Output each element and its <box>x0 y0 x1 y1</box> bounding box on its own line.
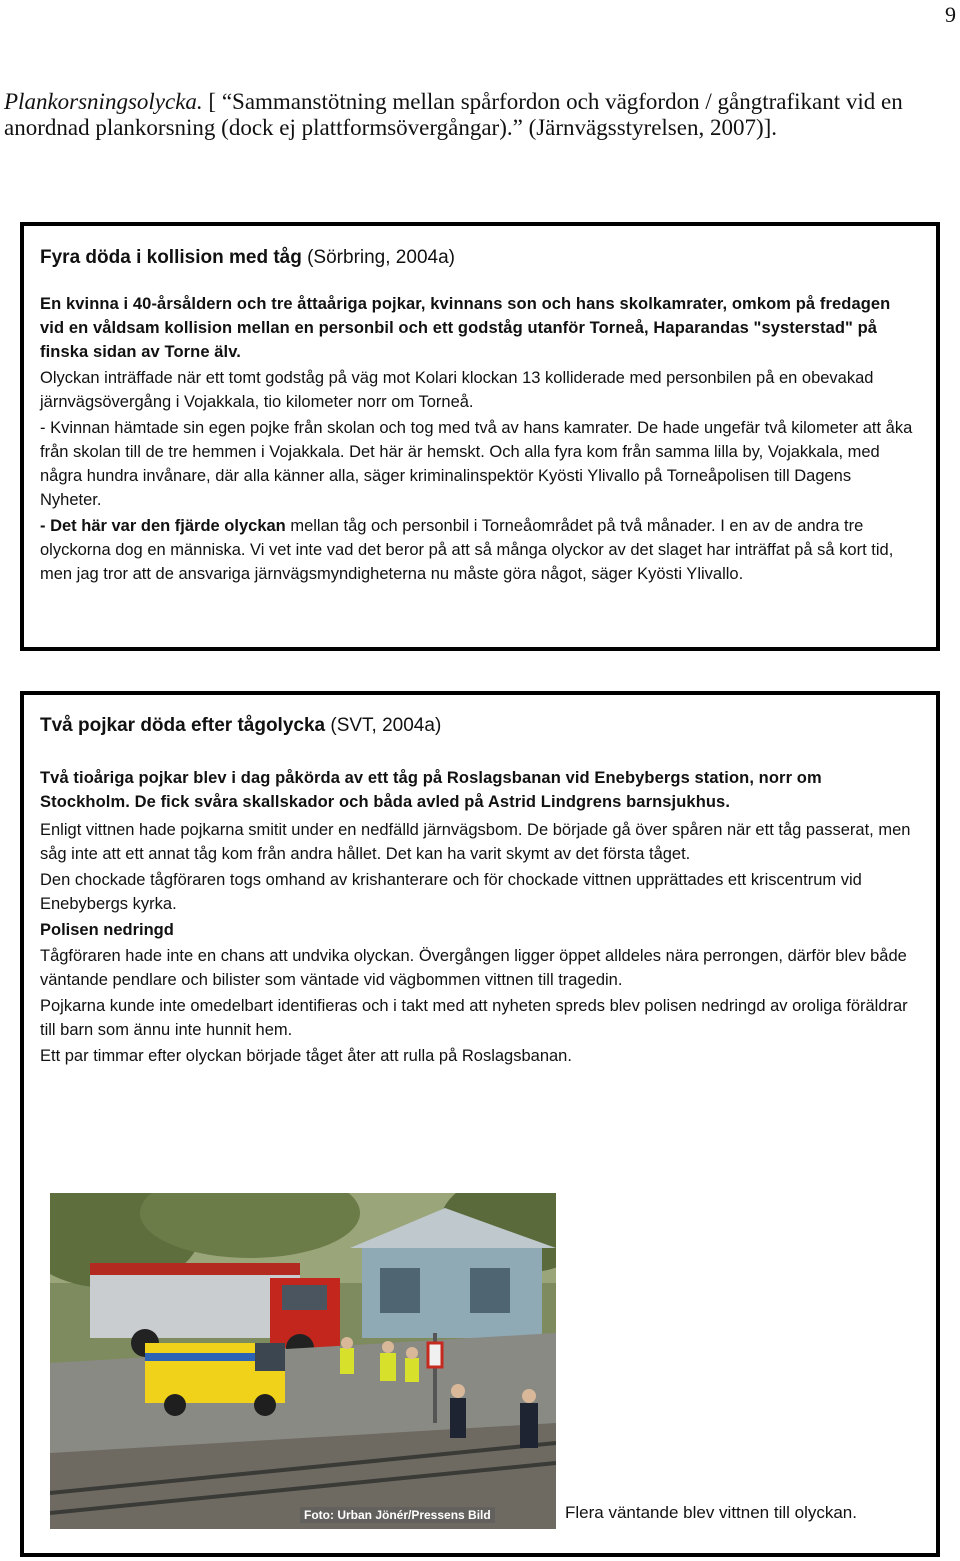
article2-paragraph-5: Ett par timmar efter olyckan började tåget åter att rulla på Roslagsbanan. <box>40 1047 572 1065</box>
article1-quote-bold: - Det här var den fjärde olyckan <box>40 517 286 535</box>
article1-paragraph-1: Olyckan inträffade när ett tomt godståg på väg mot Kolari klockan 13 kolliderade med personbilen på en obevakad järnvägsövergång i Vojakkala, tio kilometer norr om Torneå. <box>40 369 874 411</box>
intro-definition-text: [ “Sammanstötning mellan spårfordon och vägfordon / gångtrafikant vid en anordnad plankorsning (dock ej plattformsövergångar).” (Järnvägsstyrelsen, 2007)]. <box>4 89 903 140</box>
article1-source: (Sörbring, 2004a) <box>301 247 455 268</box>
article1-paragraph-2: - Kvinnan hämtade sin egen pojke från skolan och tog med två av hans kamrater. De hade ungefär två kilometer att åka från skolan till de tre hemmen i Vojakkala. Det här är hemskt. Och alla fyra kom från samma lilla by, Vojakkala, med några hundra invånare, där alla känner alla, säger kriminalinspektör Kyösti Ylivallo på Torneåpolisen till Dagens Nyheter. <box>40 419 913 509</box>
intro-term: Plankorsningsolycka. <box>4 89 203 114</box>
article-box-1 <box>20 222 940 651</box>
article1-heading <box>40 246 916 270</box>
accident-photo <box>50 1193 556 1529</box>
article2-paragraph-3: Tågföraren hade inte en chans att undvika olyckan. Övergången ligger öppet alldeles nära perrongen, därför blev både väntande pendlare och bilister som väntade vid vägbommen vittnen till tragedin. <box>40 947 907 989</box>
intro-definition <box>4 89 904 141</box>
article1-quote-rest: mellan tåg och personbil i Torneåområdet på två månader. I en av de andra tre olyckorna dog en människa. Vi vet inte vad det beror på att så många olyckor av det slaget har inträffat på så kort tid, men jag tror att de ansvariga järnvägsmyndigheterna nu måste göra något, säger Kyösti Ylivallo. <box>40 517 894 583</box>
article1-quote <box>40 514 916 586</box>
article2-paragraph-4: Pojkarna kunde inte omedelbart identifieras och i takt med att nyheten spreds blev polisen nedringd av oroliga föräldrar till barn som ännu inte hunnit hem. <box>40 997 908 1039</box>
article2-paragraph-2: Den chockade tågföraren togs omhand av krishanterare och för chockade vittnen upprättades ett kriscentrum vid Enebybergs kyrka. <box>40 871 862 913</box>
article-box-2 <box>20 691 940 1557</box>
article2-heading <box>40 714 916 738</box>
article1-lead: En kvinna i 40-årsåldern och tre åttaåriga pojkar, kvinnans son och hans skolkamrater, omkom på fredagen vid en våldsam kollision mellan en personbil och ett godståg utanför Torneå, Haparandas "systerstad" på finska sidan av Torne älv. <box>40 295 891 361</box>
article2-subheading: Polisen nedringd <box>40 921 174 939</box>
article2-title: Två pojkar döda efter tågolycka <box>40 715 326 736</box>
article2-lead: Två tioåriga pojkar blev i dag påkörda av ett tåg på Roslagsbanan vid Enebybergs station, norr om Stockholm. De fick svåra skallskador och båda avled på Astrid Lindgrens barnsjukhus. <box>40 769 822 811</box>
photo-credit: Foto: Urban Jönér/Pressens Bild <box>300 1507 495 1523</box>
article2-source: (SVT, 2004a) <box>325 715 442 736</box>
article1-title: Fyra döda i kollision med tåg <box>40 247 302 268</box>
accident-photo-illustration <box>50 1193 556 1529</box>
photo-caption: Flera väntande blev vittnen till olyckan. <box>565 1503 857 1522</box>
article2-paragraph-1: Enligt vittnen hade pojkarna smitit under en nedfälld järnvägsbom. De började gå över spåren när ett tåg passerat, men såg inte att ett annat tåg kom från andra hållet. Det kan ha varit skymt av det första tåget. <box>40 821 911 863</box>
page-number: 9 <box>945 2 956 27</box>
